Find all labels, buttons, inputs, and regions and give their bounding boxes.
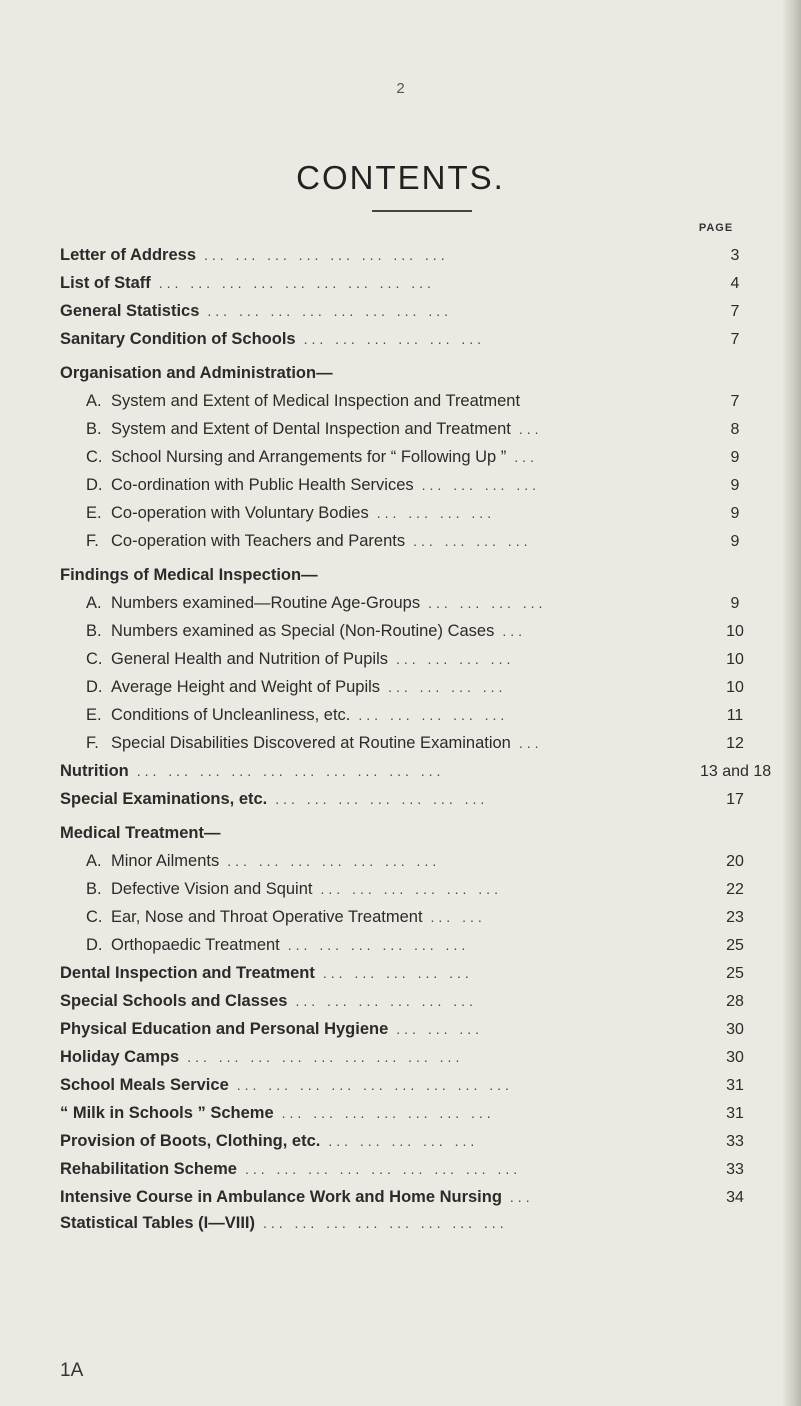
toc-entry-letter: B.: [86, 622, 102, 640]
toc-entry[interactable]: [86, 908, 770, 936]
toc-entry[interactable]: [60, 274, 770, 302]
toc-entry-label: Rehabilitation Scheme: [60, 1160, 237, 1178]
toc-entry-page: 10: [726, 651, 744, 668]
toc-leader-dots: ... ... ... ...: [428, 595, 547, 611]
toc-entry[interactable]: [60, 1132, 770, 1160]
toc-leader-dots: ... ... ... ... ... ... ...: [275, 791, 489, 807]
toc-entry-page: 22: [726, 881, 744, 898]
toc-leader-dots: ...: [502, 623, 527, 639]
page-number: 2: [396, 80, 405, 97]
toc-entry[interactable]: [86, 678, 770, 706]
toc-leader-dots: ... ... ... ... ...: [328, 1133, 479, 1149]
toc-entry-page: 13 and 18: [700, 763, 772, 780]
toc-entry-label: Medical Treatment—: [60, 824, 221, 842]
toc-entry-label: Statistical Tables (I—VIII): [60, 1214, 255, 1232]
toc-leader-dots: ... ... ... ... ... ...: [287, 937, 470, 953]
toc-entry-page: 7: [730, 331, 740, 348]
toc-leader-dots: ... ... ... ... ... ... ... ... ... ...: [136, 763, 445, 779]
toc-entry-page: 17: [726, 791, 744, 808]
toc-entry-label: Numbers examined as Special (Non-Routine) Cases: [111, 622, 495, 640]
toc-entry-letter: C.: [86, 650, 103, 668]
signature-mark: 1A: [60, 1360, 84, 1381]
toc-entry[interactable]: [60, 1020, 770, 1048]
toc-entry-page: 10: [726, 679, 744, 696]
toc-entry[interactable]: [60, 302, 770, 330]
toc-entry-label: Conditions of Uncleanliness, etc.: [111, 706, 351, 724]
toc-entry-label: Nutrition: [60, 762, 129, 780]
toc-entry-page: 30: [726, 1021, 744, 1038]
toc-entry[interactable]: [60, 964, 770, 992]
toc-leader-dots: ...: [518, 735, 543, 751]
toc-entry[interactable]: [86, 532, 770, 560]
toc-entry[interactable]: [60, 566, 770, 594]
toc-entry[interactable]: [60, 1214, 770, 1242]
toc-entry-label: Provision of Boots, Clothing, etc.: [60, 1132, 321, 1150]
toc-leader-dots: ... ... ... ... ... ... ... ...: [207, 303, 452, 319]
toc-entry-letter: B.: [86, 420, 102, 438]
toc-entry[interactable]: [86, 650, 770, 678]
toc-entry[interactable]: [86, 594, 770, 622]
toc-leader-dots: ...: [514, 449, 538, 465]
toc-entry-letter: E.: [86, 706, 102, 724]
toc-entry-page: 7: [730, 303, 740, 320]
toc-entry-page: 28: [726, 993, 744, 1010]
toc-entry[interactable]: [60, 330, 770, 358]
toc-leader-dots: ... ... ... ... ...: [358, 707, 509, 723]
toc-entry[interactable]: [60, 992, 770, 1020]
toc-leader-dots: ... ... ... ...: [413, 533, 532, 549]
toc-entry-page: 30: [726, 1049, 744, 1066]
toc-entry-label: Numbers examined—Routine Age-Groups: [111, 594, 421, 612]
toc-entry-label: Organisation and Administration—: [60, 364, 333, 382]
toc-entry-letter: D.: [86, 678, 103, 696]
toc-entry-label: Minor Ailments: [111, 852, 220, 870]
toc-entry[interactable]: [60, 364, 770, 392]
toc-entry-letter: F.: [86, 734, 99, 752]
toc-entry[interactable]: [60, 762, 770, 790]
toc-entry-page: 3: [730, 247, 740, 264]
toc-entry-page: 23: [726, 909, 744, 926]
toc-entry-label: System and Extent of Medical Inspection and Treatment: [111, 392, 521, 410]
toc-entry-letter: D.: [86, 936, 103, 954]
toc-entry-page: 34: [726, 1189, 744, 1206]
toc-entry[interactable]: [60, 246, 770, 274]
toc-entry[interactable]: [86, 880, 770, 908]
page-title: CONTENTS.: [296, 159, 505, 197]
toc-entry-page: 25: [726, 937, 744, 954]
toc-entry-page: 7: [730, 393, 740, 410]
toc-leader-dots: ... ... ... ...: [421, 477, 540, 493]
toc-entry[interactable]: [60, 1104, 770, 1132]
toc-entry-label: Physical Education and Personal Hygiene: [60, 1020, 389, 1038]
toc-leader-dots: ... ...: [430, 909, 486, 925]
toc-entry-letter: B.: [86, 880, 102, 898]
title-divider: [372, 210, 472, 212]
toc-entry-label: Holiday Camps: [60, 1048, 180, 1066]
toc-entry-page: 10: [726, 623, 744, 640]
toc-entry-label: Special Examinations, etc.: [60, 790, 268, 808]
toc-leader-dots: ... ... ... ... ... ...: [320, 881, 502, 897]
toc-entry-label: Letter of Address: [60, 246, 196, 264]
toc-leader-dots: ... ... ... ...: [388, 679, 507, 695]
toc-entry-label: Average Height and Weight of Pupils: [111, 678, 381, 696]
toc-entry[interactable]: [60, 1076, 770, 1104]
toc-leader-dots: ... ... ... ... ... ... ... ... ...: [244, 1161, 522, 1177]
toc-entry-label: General Health and Nutrition of Pupils: [111, 650, 388, 668]
toc-entry-page: 9: [730, 595, 740, 612]
toc-entry-page: 25: [726, 965, 744, 982]
toc-entry[interactable]: [86, 706, 770, 734]
toc-entry[interactable]: [60, 1048, 770, 1076]
toc-leader-dots: ... ... ... ... ... ...: [295, 993, 477, 1009]
toc-entry-page: 9: [730, 533, 740, 550]
toc-entry-page: 8: [730, 421, 740, 438]
toc-entry-letter: A.: [86, 594, 102, 612]
page-edge-shadow: [783, 0, 801, 1406]
toc-entry-label: Co-operation with Teachers and Parents: [111, 532, 406, 550]
toc-entry[interactable]: [60, 790, 770, 818]
page-column-label: PAGE: [698, 222, 734, 234]
toc-entry-label: Defective Vision and Squint: [111, 880, 313, 898]
toc-entry[interactable]: [86, 392, 770, 420]
toc-entry[interactable]: [60, 824, 770, 852]
toc-entry[interactable]: [86, 852, 770, 880]
toc-entry-letter: C.: [86, 448, 103, 466]
toc-entry-page: 33: [726, 1133, 744, 1150]
toc-entry-label: General Statistics: [60, 302, 200, 320]
toc-leader-dots: ... ... ... ... ...: [322, 965, 473, 981]
toc-leader-dots: ... ... ... ... ... ... ...: [227, 853, 441, 869]
toc-entry[interactable]: [86, 504, 770, 532]
toc-leader-dots: ... ... ... ...: [396, 651, 515, 667]
toc-entry-letter: A.: [86, 392, 102, 410]
toc-leader-dots: ...: [518, 421, 543, 437]
toc-entry-letter: A.: [86, 852, 102, 870]
toc-entry-page: 9: [730, 477, 740, 494]
toc-entry[interactable]: [86, 622, 770, 650]
toc-leader-dots: ... ... ... ... ... ... ... ... ...: [187, 1049, 464, 1065]
toc-entry-letter: D.: [86, 476, 103, 494]
toc-entry-page: 31: [726, 1105, 744, 1122]
toc-entry-letter: F.: [86, 532, 99, 550]
toc-entry-page: 33: [726, 1161, 744, 1178]
toc-entry-label: “ Milk in Schools ” Scheme: [60, 1104, 274, 1122]
toc-entry-label: List of Staff: [60, 274, 151, 292]
toc-leader-dots: ... ... ... ... ... ... ... ... ...: [236, 1077, 513, 1093]
toc-entry[interactable]: [60, 1160, 770, 1188]
toc-entry-label: Special Disabilities Discovered at Routine Examination: [111, 734, 511, 752]
toc-entry-label: System and Extent of Dental Inspection and Treatment: [111, 420, 511, 438]
toc-leader-dots: ... ... ... ... ... ... ... ...: [263, 1215, 508, 1231]
toc-entry-page: 20: [726, 853, 744, 870]
toc-entry-letter: E.: [86, 504, 102, 522]
toc-leader-dots: ... ... ... ...: [376, 505, 496, 521]
toc-entry-label: School Nursing and Arrangements for “ Following Up ”: [111, 448, 507, 466]
toc-entry[interactable]: [86, 476, 770, 504]
toc-entry[interactable]: [86, 936, 770, 964]
toc-entry-label: Special Schools and Classes: [60, 992, 288, 1010]
toc-leader-dots: ... ... ... ... ... ... ... ...: [204, 247, 449, 263]
toc-entry[interactable]: [86, 448, 770, 476]
toc-entry-page: 9: [730, 505, 740, 522]
toc-leader-dots: ...: [509, 1189, 534, 1205]
toc-leader-dots: ... ... ...: [396, 1021, 484, 1037]
toc-entry-label: Dental Inspection and Treatment: [60, 964, 315, 982]
toc-entry-page: 9: [730, 449, 740, 466]
toc-entry-page: 11: [726, 707, 744, 724]
toc-leader-dots: ... ... ... ... ... ... ... ... ...: [158, 275, 435, 291]
toc-entry-letter: C.: [86, 908, 103, 926]
toc-entry-label: Findings of Medical Inspection—: [60, 566, 318, 584]
toc-entry-page: 4: [730, 275, 740, 292]
toc-entry-label: School Meals Service: [60, 1076, 229, 1094]
toc-entry-page: 12: [726, 735, 744, 752]
toc-entry[interactable]: [86, 734, 770, 762]
toc-entry-label: Intensive Course in Ambulance Work and Home Nursing: [60, 1188, 502, 1206]
toc-entry-label: Ear, Nose and Throat Operative Treatment: [111, 908, 423, 926]
toc-entry[interactable]: [60, 1188, 770, 1216]
toc-entry-label: Co-ordination with Public Health Services: [111, 476, 414, 494]
toc-entry-label: Orthopaedic Treatment: [111, 936, 280, 954]
toc-leader-dots: ... ... ... ... ... ...: [303, 331, 486, 347]
toc-entry-label: Co-operation with Voluntary Bodies: [111, 504, 369, 522]
toc-entry-page: 31: [726, 1077, 744, 1094]
toc-entry-label: Sanitary Condition of Schools: [60, 330, 296, 348]
toc-leader-dots: ... ... ... ... ... ... ...: [281, 1105, 495, 1121]
toc-entry[interactable]: [86, 420, 770, 448]
